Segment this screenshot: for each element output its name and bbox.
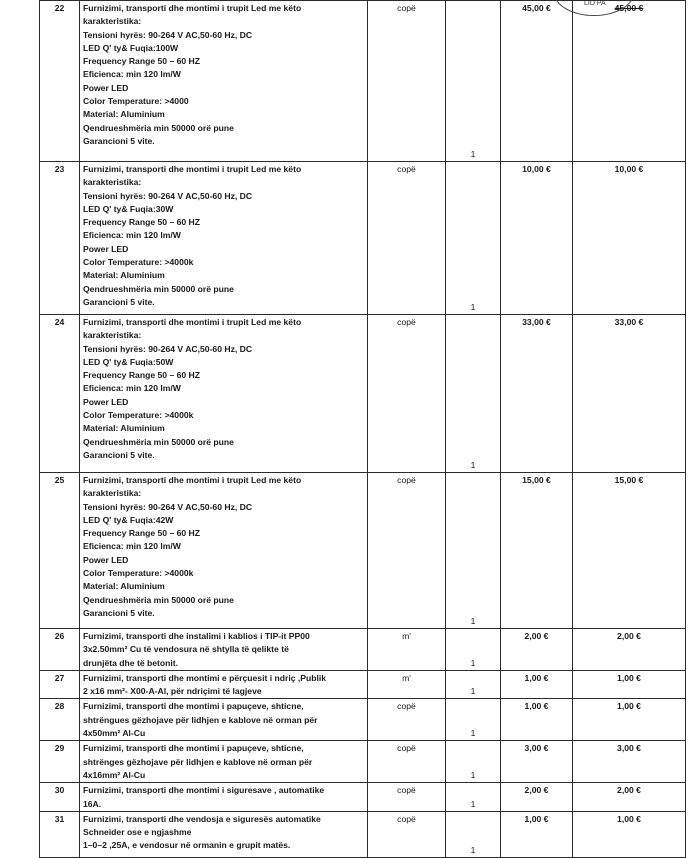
description-line: Furnizimi, transporti dhe instalimi i kablios i TIP-it PP00 (83, 631, 310, 641)
unit-price: 10,00 € (501, 162, 573, 315)
description-line: Power LED (83, 554, 129, 565)
unit-of-measure: copë (368, 783, 446, 812)
quantity: 1 (446, 699, 501, 741)
total-price: 2,00 € (573, 629, 686, 671)
quantity: 1 (446, 783, 501, 812)
unit-of-measure: copë (368, 741, 446, 783)
description-line: Material: Aluminium (83, 581, 165, 592)
unit-of-measure: copë (368, 315, 446, 473)
total-price: 15,00 € (573, 473, 686, 629)
description-line: 16A. (83, 798, 102, 809)
description-line: Color Temperature: >4000 (83, 96, 189, 107)
item-description (80, 162, 368, 315)
quantity: 1 (446, 162, 501, 315)
unit-price: 1,00 € (501, 670, 573, 699)
unit-of-measure: m' (368, 670, 446, 699)
total-price: 1,00 € (573, 670, 686, 699)
description-line: 4x50mm² Al-Cu (83, 728, 146, 739)
description-line: Tensioni hyrës: 90-264 V AC,50-60 Hz, DC (83, 190, 253, 201)
total-price: 3,00 € (573, 741, 686, 783)
price-table-sheet (39, 0, 685, 858)
description-line: LED Q' ty& Fuqia:42W (83, 514, 174, 525)
stamp-text: LID PA (584, 0, 606, 7)
description-line: Material: Aluminium (83, 109, 165, 120)
total-price: 1,00 € (573, 699, 686, 741)
description-line: Qendrueshmëria min 50000 orë pune (83, 594, 234, 605)
table-row (40, 473, 686, 629)
quantity: 1 (446, 670, 501, 699)
item-description (80, 670, 368, 699)
unit-of-measure: copë (368, 162, 446, 315)
item-number: 28 (40, 699, 80, 741)
total-price: 2,00 € (573, 783, 686, 812)
description-line: Eficienca: min 120 lm/W (83, 230, 181, 241)
description-line: Color Temperature: >4000k (83, 257, 194, 268)
item-number: 30 (40, 783, 80, 812)
item-description (80, 629, 368, 671)
item-number: 22 (40, 1, 80, 162)
bill-of-quantities-table (39, 0, 686, 858)
description-line: Eficienca: min 120 lm/W (83, 383, 181, 394)
total-price: 10,00 € (573, 162, 686, 315)
item-description (80, 811, 368, 857)
description-line: Tensioni hyrës: 90-264 V AC,50-60 Hz, DC (83, 29, 253, 40)
table-row (40, 629, 686, 671)
item-number: 27 (40, 670, 80, 699)
description-line: Qendrueshmëria min 50000 orë pune (83, 122, 234, 133)
description-line: 3x2.50mm² Cu të vendosura në shtylla të qelikte të (83, 644, 289, 655)
item-number: 23 (40, 162, 80, 315)
description-line: Furnizimi, transporti dhe montimi i siguresave , automatike (83, 785, 325, 796)
unit-price: 2,00 € (501, 629, 573, 671)
description-line: Eficienca: min 120 lm/W (83, 541, 181, 552)
description-line: Power LED (83, 82, 129, 93)
description-line: drunjëta dhe të betonit. (83, 657, 179, 668)
quantity: 1 (446, 811, 501, 857)
unit-price: 1,00 € (501, 699, 573, 741)
unit-price: 15,00 € (501, 473, 573, 629)
description-line: Qendrueshmëria min 50000 orë pune (83, 283, 234, 294)
description-line: Material: Aluminium (83, 423, 165, 434)
description-line: karakteristika: (83, 488, 142, 499)
unit-price: 2,00 € (501, 783, 573, 812)
description-line: Garancioni 5 vite. (83, 135, 155, 146)
item-number: 29 (40, 741, 80, 783)
description-line: Power LED (83, 243, 129, 254)
description-line: Frequency Range 50 – 60 HZ (83, 56, 201, 67)
description-line: Frequency Range 50 – 60 HZ (83, 217, 201, 228)
description-line: Frequency Range 50 – 60 HZ (83, 528, 201, 539)
quantity: 1 (446, 629, 501, 671)
unit-price: 1,00 € (501, 811, 573, 857)
description-line: 4x16mm² Al-Cu (83, 769, 146, 780)
description-line: Furnizimi, transporti dhe montimi i papuçeve, shticne, (83, 701, 304, 712)
unit-of-measure: m' (368, 629, 446, 671)
description-line: Furnizimi, transporti dhe montimi i trupit Led me këto (83, 475, 302, 485)
unit-price: 3,00 € (501, 741, 573, 783)
description-line: Furnizimi, transporti dhe montimi i trupit Led me këto (83, 317, 302, 327)
table-row (40, 1, 686, 162)
table-row (40, 783, 686, 812)
item-number: 31 (40, 811, 80, 857)
description-line: shtrëngues gëzhojave për lidhjen e kablove në orman për (83, 714, 318, 725)
item-number: 26 (40, 629, 80, 671)
description-line: LED Q' ty& Fuqia:50W (83, 356, 174, 367)
description-line: Eficienca: min 120 lm/W (83, 69, 181, 80)
description-line: Color Temperature: >4000k (83, 410, 194, 421)
description-line: LED Q' ty& Fuqia:100W (83, 42, 179, 53)
total-price: 45,00 € (573, 1, 686, 162)
quantity: 1 (446, 741, 501, 783)
item-number: 24 (40, 315, 80, 473)
description-line: karakteristika: (83, 177, 142, 188)
item-description (80, 783, 368, 812)
description-line: Garancioni 5 vite. (83, 296, 155, 307)
description-line: Schneider ose e ngjashme (83, 827, 192, 838)
table-row (40, 741, 686, 783)
table-row (40, 315, 686, 473)
description-line: Garancioni 5 vite. (83, 607, 155, 618)
description-line: karakteristika: (83, 330, 142, 341)
item-number: 25 (40, 473, 80, 629)
description-line: Furnizimi, transporti dhe montimi i papuçeve, shticne, (83, 743, 304, 754)
description-line: Furnizimi, transporti dhe vendosja e siguresës automatike (83, 813, 321, 824)
description-line: 1–0–2 ,25A, e vendosur në ormanin e grupit matës. (83, 840, 291, 851)
description-line: karakteristika: (83, 16, 142, 27)
description-line: Frequency Range 50 – 60 HZ (83, 370, 201, 381)
unit-of-measure: copë (368, 1, 446, 162)
description-line: shtrënges gëzhojave për lidhjen e kablove në orman për (83, 756, 313, 767)
unit-price: 45,00 € (501, 1, 573, 162)
unit-of-measure: copë (368, 473, 446, 629)
item-description (80, 473, 368, 629)
description-line: Tensioni hyrës: 90-264 V AC,50-60 Hz, DC (83, 501, 253, 512)
description-line: Garancioni 5 vite. (83, 449, 155, 460)
table-row (40, 699, 686, 741)
description-line: Furnizimi, transporti dhe montimi i trupit Led me këto (83, 3, 302, 13)
total-price: 33,00 € (573, 315, 686, 473)
table-row (40, 811, 686, 857)
description-line: Qendrueshmëria min 50000 orë pune (83, 436, 234, 447)
table-row (40, 162, 686, 315)
table-row (40, 670, 686, 699)
quantity: 1 (446, 1, 501, 162)
description-line: LED Q' ty& Fuqia:30W (83, 203, 174, 214)
description-line: Color Temperature: >4000k (83, 568, 194, 579)
unit-of-measure: copë (368, 811, 446, 857)
item-description (80, 699, 368, 741)
item-description (80, 1, 368, 162)
quantity: 1 (446, 315, 501, 473)
description-line: Furnizimi, transporti dhe montimi i trupit Led me këto (83, 164, 302, 174)
item-description (80, 315, 368, 473)
table-body (40, 1, 686, 858)
unit-price: 33,00 € (501, 315, 573, 473)
description-line: 2 x16 mm²- X00-A-Al, për ndriçimi të lagjeve (83, 686, 262, 697)
unit-of-measure: copë (368, 699, 446, 741)
description-line: Power LED (83, 396, 129, 407)
description-line: Material: Aluminium (83, 270, 165, 281)
total-price: 1,00 € (573, 811, 686, 857)
description-line: Furnizimi, transporti dhe montimi e përçuesit i ndriç ,Publik (83, 672, 327, 683)
description-line: Tensioni hyrës: 90-264 V AC,50-60 Hz, DC (83, 343, 253, 354)
item-description (80, 741, 368, 783)
quantity: 1 (446, 473, 501, 629)
